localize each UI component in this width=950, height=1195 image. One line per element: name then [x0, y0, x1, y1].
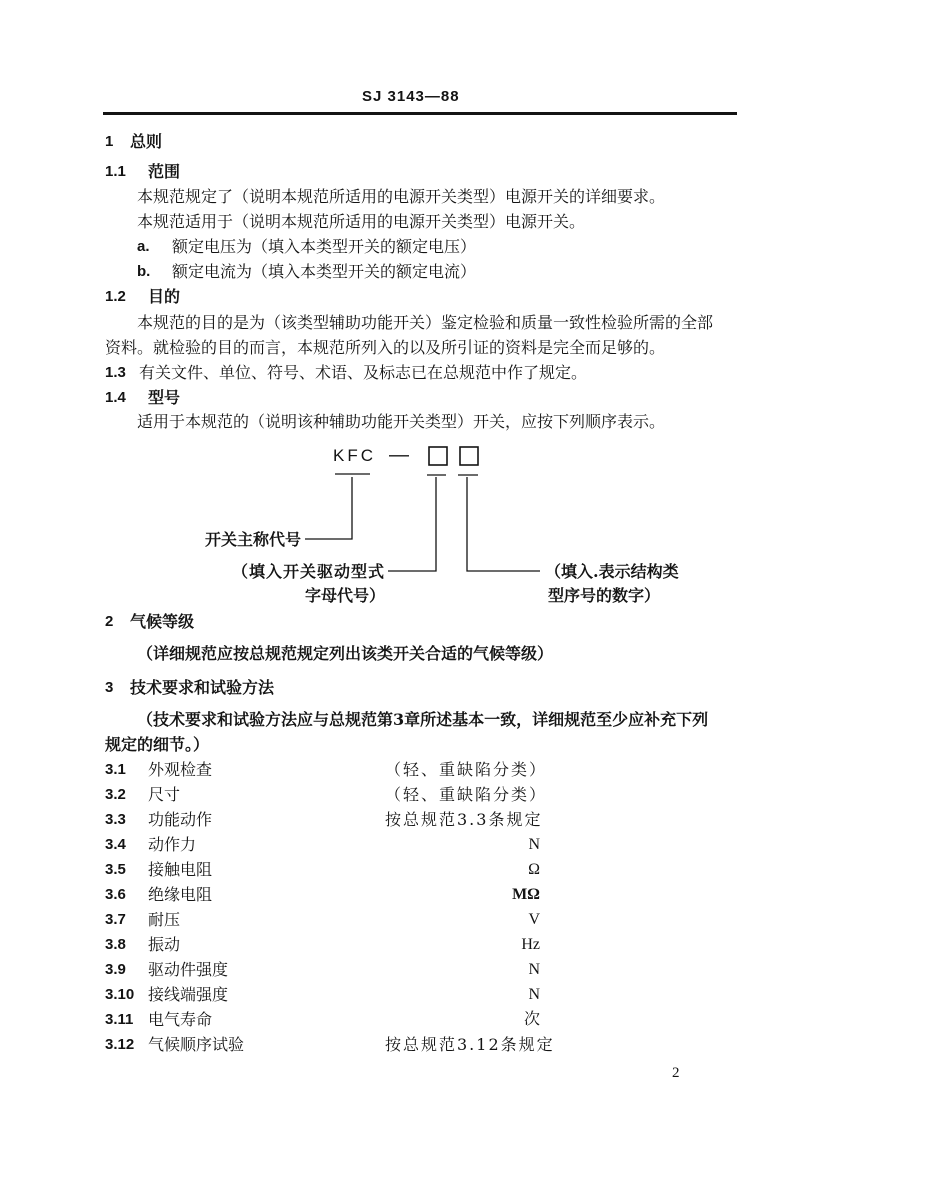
requirement-name: 接触电阻: [148, 860, 213, 879]
label-structure-line: 型序号的数字）: [548, 586, 661, 605]
placeholder-box-drive: [429, 447, 447, 465]
subsection-number: 1.1: [105, 163, 126, 180]
section-number: 1: [105, 133, 114, 150]
requirement-name: 气候顺序试验: [148, 1035, 245, 1054]
prefix-leader-line: [305, 477, 352, 539]
section-title: 总则: [130, 132, 163, 151]
requirement-value: 按总规范3.12条规定: [385, 1035, 555, 1054]
requirement-name: 驱动件强度: [148, 960, 229, 979]
requirement-name: 绝缘电阻: [148, 885, 213, 904]
requirement-number: 3.4: [105, 836, 126, 853]
requirement-number: 3.12: [105, 1036, 135, 1053]
section-title: 技术要求和试验方法: [130, 678, 275, 697]
label-structure-line: （填入.表示结构类: [545, 562, 679, 581]
paragraph-line: 资料。就检验的目的而言，本规范所列入的以及所引证的资料是完全而足够的。: [105, 338, 666, 357]
requirement-name: 功能动作: [148, 810, 213, 829]
requirement-number: 3.6: [105, 886, 126, 903]
requirement-name: 尺寸: [148, 785, 181, 804]
subsection-number: 1.2: [105, 288, 126, 305]
requirement-name: 耐压: [148, 910, 181, 929]
drive-leader-line: [388, 477, 436, 571]
list-marker: b.: [137, 263, 151, 280]
requirement-unit: 次: [523, 1011, 540, 1028]
structure-leader-line: [467, 477, 540, 571]
section-number: 3: [105, 679, 114, 696]
paragraph-line: 规定的细节。）: [105, 735, 210, 754]
paragraph-line: 本规范规定了（说明本规范所适用的电源开关类型）电源开关的详细要求。: [137, 187, 666, 206]
paragraph-line: （详细规范应按总规范规定列出该类开关合适的气候等级）: [137, 644, 554, 663]
requirement-name: 振动: [148, 935, 181, 954]
paragraph-line: （技术要求和试验方法应与总规范第3章所述基本一致，详细规范至少应补充下列: [137, 710, 709, 729]
requirement-number: 3.7: [105, 911, 126, 928]
label-drive-line: （填入开关驱动型式: [232, 562, 386, 581]
requirement-number: 3.9: [105, 961, 126, 978]
requirement-unit: N: [528, 836, 540, 853]
requirement-unit: MΩ: [512, 886, 540, 903]
section-title: 气候等级: [130, 612, 195, 631]
subsection-number: 1.3: [105, 364, 126, 381]
requirement-name: 电气寿命: [148, 1010, 213, 1029]
list-item-text: 额定电压为（填入本类型开关的额定电压）: [172, 237, 477, 256]
section-number: 2: [105, 613, 114, 630]
model-code-diagram: [200, 440, 700, 610]
requirement-number: 3.1: [105, 761, 126, 778]
requirement-number: 3.3: [105, 811, 126, 828]
subsection-title: 型号: [148, 388, 181, 407]
paragraph-line: 适用于本规范的（说明该种辅助功能开关类型）开关，应按下列顺序表示。: [137, 412, 666, 431]
model-prefix: KFC: [333, 446, 376, 465]
requirement-unit: V: [528, 911, 540, 928]
paragraph-line: 本规范的目的是为（该类型辅助功能开关）鉴定检验和质量一致性检验所需的全部: [137, 313, 714, 332]
requirement-number: 3.2: [105, 786, 126, 803]
requirement-unit: N: [528, 961, 540, 978]
requirement-unit: Ω: [528, 861, 540, 878]
requirement-number: 3.5: [105, 861, 126, 878]
requirement-value: （轻、重缺陷分类）: [385, 785, 548, 804]
requirement-value: 按总规范3.3条规定: [385, 810, 543, 829]
requirement-number: 3.8: [105, 936, 126, 953]
standard-code: SJ 3143—88: [362, 88, 460, 105]
page-number: 2: [672, 1065, 680, 1081]
requirement-name: 外观检查: [148, 760, 213, 779]
label-drive-line: 字母代号）: [305, 586, 386, 605]
list-item-text: 额定电流为（填入本类型开关的额定电流）: [172, 262, 477, 281]
header-rule: [103, 112, 737, 115]
subsection-title: 范围: [148, 162, 181, 181]
label-prefix-code: 开关主称代号: [205, 530, 302, 549]
requirement-value: （轻、重缺陷分类）: [385, 760, 548, 779]
placeholder-box-structure: [460, 447, 478, 465]
requirement-name: 动作力: [148, 835, 197, 854]
requirement-number: 3.11: [105, 1011, 134, 1028]
list-marker: a.: [137, 238, 150, 255]
model-dash: —: [389, 444, 409, 466]
paragraph-line: 本规范适用于（说明本规范所适用的电源开关类型）电源开关。: [137, 212, 586, 231]
requirement-name: 接线端强度: [148, 985, 229, 1004]
requirement-unit: Hz: [521, 936, 540, 953]
subsection-number: 1.4: [105, 389, 126, 406]
paragraph-line: 有关文件、单位、符号、术语、及标志已在总规范中作了规定。: [139, 363, 588, 382]
subsection-title: 目的: [148, 287, 181, 306]
requirement-number: 3.10: [105, 986, 135, 1003]
requirement-unit: N: [528, 986, 540, 1003]
